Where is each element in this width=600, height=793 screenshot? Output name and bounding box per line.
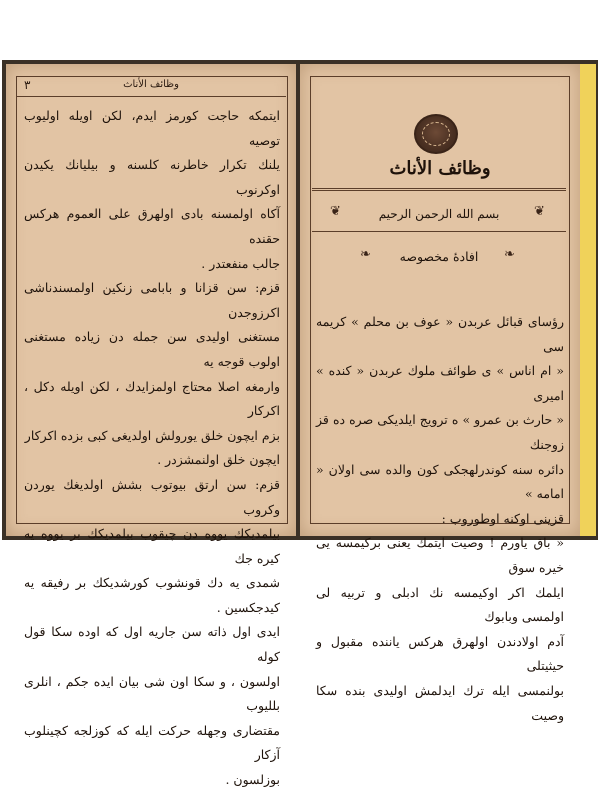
section-heading: افادهٔ مخصوصه — [399, 249, 479, 264]
text-line: یلنك تکرار خاطرنه کلسنه و بیلیانك یکیدن اوکرنوب — [24, 157, 280, 197]
text-line: وارمغه اصلا محتاج اولمزایدك ، لکن اویله دکل ، اکرکار — [24, 378, 280, 419]
text-line: قزینی اوکنه اوطوروب : — [441, 510, 564, 526]
ornament-icon: ❧ — [360, 247, 371, 262]
basmala: بسم الله الرحمن الرحیم — [378, 207, 500, 221]
text-line: شمدی یه دك قونشوب کورشدیکك بر رفیقه یه کیدجکسین . — [24, 575, 280, 615]
text-line: قزم: سن ارتق بیوتوب بشش اولدیغك یوردن وکروب — [24, 476, 280, 517]
text-line: ایلمك اکر اوکیمسه نك ادبلی و تربیه لی اولمسی وبابوك — [316, 584, 564, 625]
divider — [312, 231, 566, 232]
text-line: اولسون ، و سکا اون شی بیان ایده جکم ، انلری بللیوب — [24, 673, 280, 714]
text-line: قزم: سن قزانا و بابامی زنکین اولمسندناشی اکرزوجدن — [24, 280, 280, 320]
left-page — [6, 64, 296, 788]
text-line: مستغنی اولیدی سن جمله دن زیاده مستغنی اولوب قوجه یه — [24, 329, 280, 369]
page-number: ٣ — [24, 78, 31, 92]
book-title: وظائف الأناث — [389, 158, 491, 179]
ornament-icon: ❦ — [330, 204, 341, 219]
text-line: مقتضاری وجهله حرکت ایله که کوزلجه کچینلوب آزکار — [24, 722, 280, 763]
divider — [312, 188, 566, 191]
running-head — [16, 76, 286, 97]
text-line: « ام اناس » ی طوائف ملوك عربدن « کنده » امیری — [316, 363, 564, 403]
left-page-text — [24, 104, 280, 793]
text-line: ایتمکه حاجت کورمز ایدم، لکن اویله اولیوب توصیه — [24, 108, 280, 148]
open-book — [2, 60, 598, 788]
text-line: آکاه اولمسنه بادی اولهرق علی العموم هرکس حقنده — [24, 206, 280, 246]
running-head-title: وظائف الأناث — [123, 79, 179, 90]
text-line: ایدی اول ذاته سن جاریه اول که اوده سکا قول کوله — [24, 624, 280, 665]
text-line: بوزلسون . — [225, 772, 280, 788]
text-line: دائره سنه کوندرلهجکی کون والده سی اولان « امامه » — [316, 461, 564, 502]
text-line: بولنمسی ایله ترك ایدلمش اولیدی بنده سکا وصیت — [316, 682, 564, 723]
calligraphic-seal — [414, 114, 458, 154]
text-line: بزم ایچون خلق یورولش اولدیغی کبی بزده اکرکار — [24, 427, 280, 443]
text-line: بیلمدیکك یووه دن چیقوب بیلمدیکك بر یووه یه کیره جك — [24, 526, 280, 566]
text-line: رؤسای قبائل عربدن « عوف بن محلم » کریمه سی — [316, 314, 564, 354]
text-line: « باق یاورم ! وصیت ایتمك یعنی برکیمسه یی خیره سوق — [316, 535, 564, 575]
right-page — [300, 64, 580, 723]
text-line: ایچون خلق اولنمشزدر . — [157, 452, 280, 468]
ornament-icon: ❧ — [504, 247, 515, 262]
right-page-text — [316, 310, 564, 728]
seal-ring — [422, 122, 450, 146]
text-line: آدم اولادندن اولهرق هرکس یاننده مقبول و حیثیتلی — [316, 633, 564, 674]
page-edge — [580, 64, 596, 536]
text-line: جالب منفعتدر . — [201, 255, 280, 271]
text-line: « حارث بن عمرو » ه ترویج ایلدیکی صره ده قز زوجنك — [316, 412, 564, 452]
ornament-icon: ❦ — [534, 204, 545, 219]
